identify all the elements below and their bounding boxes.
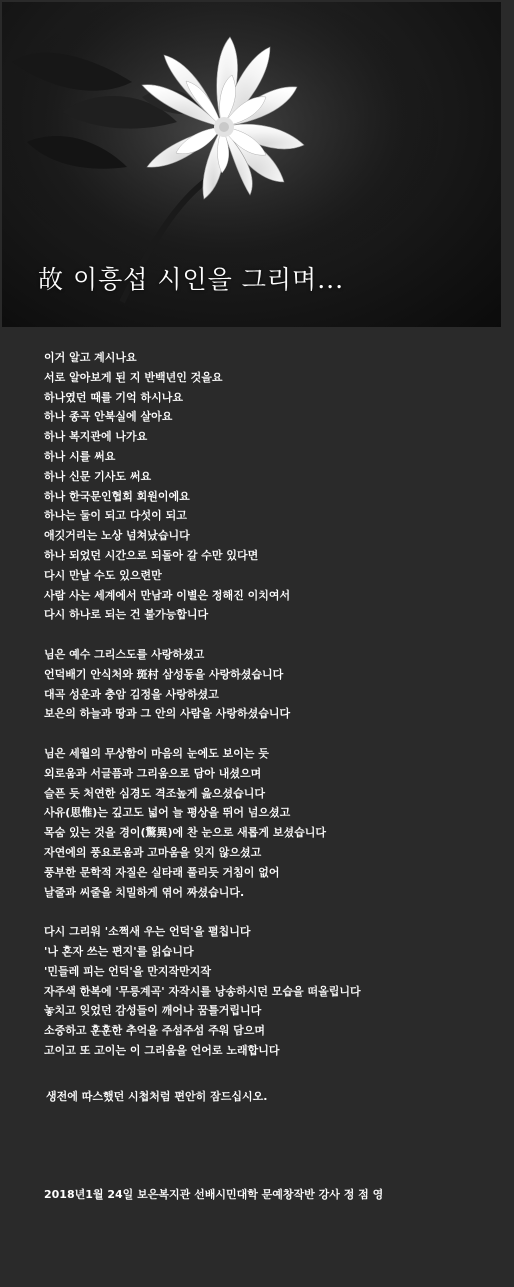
poem-line: 대곡 성운과 충암 김정을 사랑하셨고 [44, 687, 219, 701]
poem-line: 님은 예수 그리스도를 사랑하셨고 [44, 647, 205, 661]
poem-line: 고이고 또 고이는 이 그리움을 언어로 노래합니다 [44, 1043, 280, 1057]
poem-line: 사유(思惟)는 깊고도 넓어 늘 평상을 뛰어 넘으셨고 [44, 806, 291, 820]
poem-line: 다시 그리워 '소쩍새 우는 언덕'을 펼칩니다 [44, 925, 251, 939]
poem-line: 하나였던 때를 기억 하시나요 [44, 390, 183, 404]
poem-line: '민들레 피는 언덕'을 만지작만지작 [44, 964, 211, 978]
poem-line: 슬픈 듯 처연한 심경도 격조높게 읊으셨습니다 [44, 786, 266, 800]
poem-line: 놓치고 잊었던 감성들이 깨어나 꿈틀거립니다 [44, 1004, 262, 1018]
hero-banner [2, 2, 501, 327]
stanza-1 [44, 348, 484, 625]
stanza-spacer [44, 902, 484, 922]
poem-line: 자주색 한복에 '무릉계곡' 자작시를 낭송하시던 모습을 떠올립니다 [44, 984, 361, 998]
poem-line: 보은의 하늘과 땅과 그 안의 사람을 사랑하셨습니다 [44, 707, 291, 721]
poem-line: 하나 한국문인협회 회원이에요 [44, 489, 190, 503]
poem-line: 님은 세월의 무상함이 마음의 눈에도 보이는 듯 [44, 746, 269, 760]
poem-line: 자연에의 풍요로움과 고마움을 잊지 않으셨고 [44, 845, 262, 859]
author-signature: 2018년1월 24일 보은복지관 선배시민대학 문예창작반 강사 정 점 영 [44, 1188, 384, 1201]
poem-line: 하나 신문 기사도 써요 [44, 469, 152, 483]
poem-line: 하나 시를 써요 [44, 449, 116, 463]
stanza-2 [44, 645, 484, 724]
poem-line: 서로 알아보게 된 지 반백년인 것을요 [44, 370, 223, 384]
poem-line: 외로움과 서글픔과 그리움으로 담아 내셨으며 [44, 766, 262, 780]
poem-line: 사람 사는 세계에서 만남과 이별은 정해진 이치여서 [44, 588, 291, 602]
stanza-3 [44, 744, 484, 902]
stanza-spacer [44, 625, 484, 645]
poem-line: 하나 종곡 안북실에 살아요 [44, 410, 173, 424]
poem-line: 언덕배기 안식처와 斑村 삼성동을 사랑하셨습니다 [44, 667, 284, 681]
poem-line: '나 혼자 쓰는 편지'를 읽습니다 [44, 944, 194, 958]
poem-line: 하나 되었던 시간으로 되돌아 갈 수만 있다면 [44, 548, 259, 562]
poem-line: 다시 하나로 되는 건 불가능합니다 [44, 608, 209, 622]
poem-line: 하나 복지관에 나가요 [44, 430, 148, 444]
closing-line: 생전에 따스했던 시첩처럼 편안히 잠드십시오. [46, 1090, 268, 1103]
poem-line: 애깃거리는 노상 넘쳐났습니다 [44, 529, 190, 543]
poem-line: 이거 알고 계시나요 [44, 351, 137, 364]
poem-line: 소중하고 훈훈한 추억을 주섬주섬 주워 담으며 [44, 1024, 266, 1038]
poem-line: 풍부한 문학적 자질은 실타래 풀리듯 거침이 없어 [44, 865, 280, 879]
memorial-title: 故 이흥섭 시인을 그리며... [38, 265, 345, 294]
poem-line: 다시 만날 수도 있으련만 [44, 568, 162, 582]
stanza-4 [44, 922, 484, 1061]
poem-line: 날줄과 씨줄을 치밀하게 엮어 짜셨습니다. [44, 885, 245, 899]
poem-line: 하나는 둘이 되고 다섯이 되고 [44, 509, 187, 523]
poem-body [44, 348, 484, 1061]
poem-line: 목숨 있는 것을 경이(驚異)에 찬 눈으로 새롭게 보셨습니다 [44, 826, 327, 840]
stanza-spacer [44, 724, 484, 744]
